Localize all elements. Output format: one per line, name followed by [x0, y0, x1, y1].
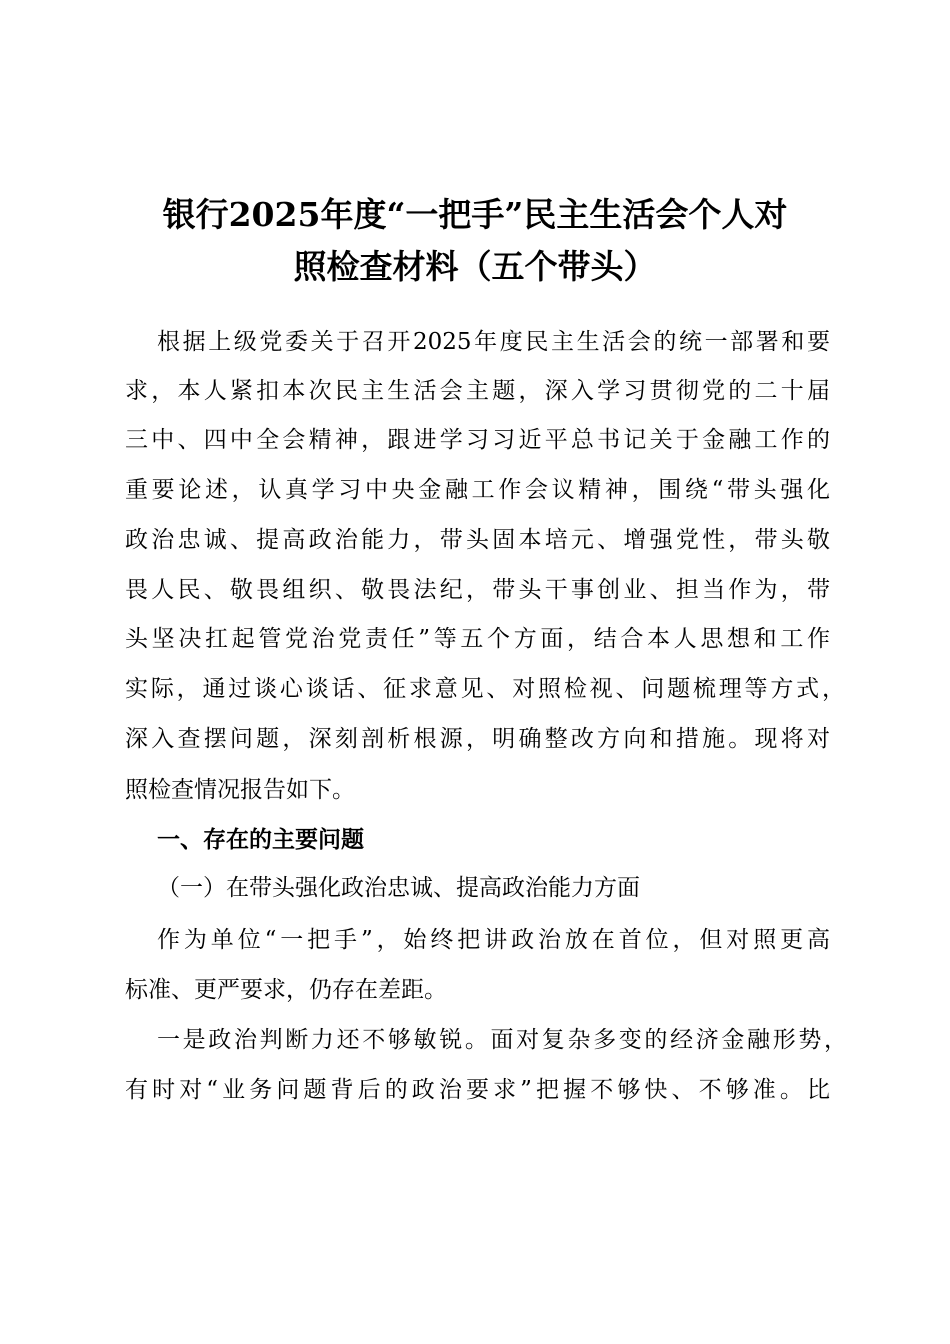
intro-line: 三中、四中全会精神，跟进学习习近平总书记关于金融工作的: [125, 427, 830, 453]
paragraph-line: 有时对“业务问题背后的政治要求”把握不够快、不够准。比: [125, 1077, 830, 1103]
document-title-line-2: 照检查材料（五个带头）: [293, 247, 657, 286]
intro-line: 求，本人紧扣本次民主生活会主题，深入学习贯彻党的二十届: [125, 378, 830, 404]
paragraph-line: 标准、更严要求，仍存在差距。: [125, 977, 447, 1003]
paragraph-line: 作为单位“一把手”，始终把讲政治放在首位，但对照更高: [157, 927, 830, 953]
intro-line: 头坚决扛起管党治党责任”等五个方面，结合本人思想和工作: [125, 626, 830, 652]
section-heading: 一、存在的主要问题: [157, 826, 364, 853]
intro-line: 深入查摆问题，深刻剖析根源，明确整改方向和措施。现将对: [125, 726, 830, 752]
intro-line: 政治忠诚、提高政治能力，带头固本培元、增强党性，带头敬: [125, 527, 830, 553]
document-title-line-1: 银行2025年度“一把手”民主生活会个人对: [162, 195, 788, 234]
paragraph-line: 一是政治判断力还不够敏锐。面对复杂多变的经济金融形势，: [157, 1027, 847, 1053]
intro-line: 实际，通过谈心谈话、征求意见、对照检视、问题梳理等方式，: [125, 676, 845, 702]
intro-line: 畏人民、敬畏组织、敬畏法纪，带头干事创业、担当作为，带: [125, 577, 830, 603]
intro-line: 照检查情况报告如下。: [125, 777, 355, 803]
intro-line: 重要论述，认真学习中央金融工作会议精神，围绕“带头强化: [125, 477, 830, 503]
subsection-heading: （一）在带头强化政治忠诚、提高政治能力方面: [157, 875, 640, 901]
intro-line: 根据上级党委关于召开2025年度民主生活会的统一部署和要: [157, 329, 830, 355]
